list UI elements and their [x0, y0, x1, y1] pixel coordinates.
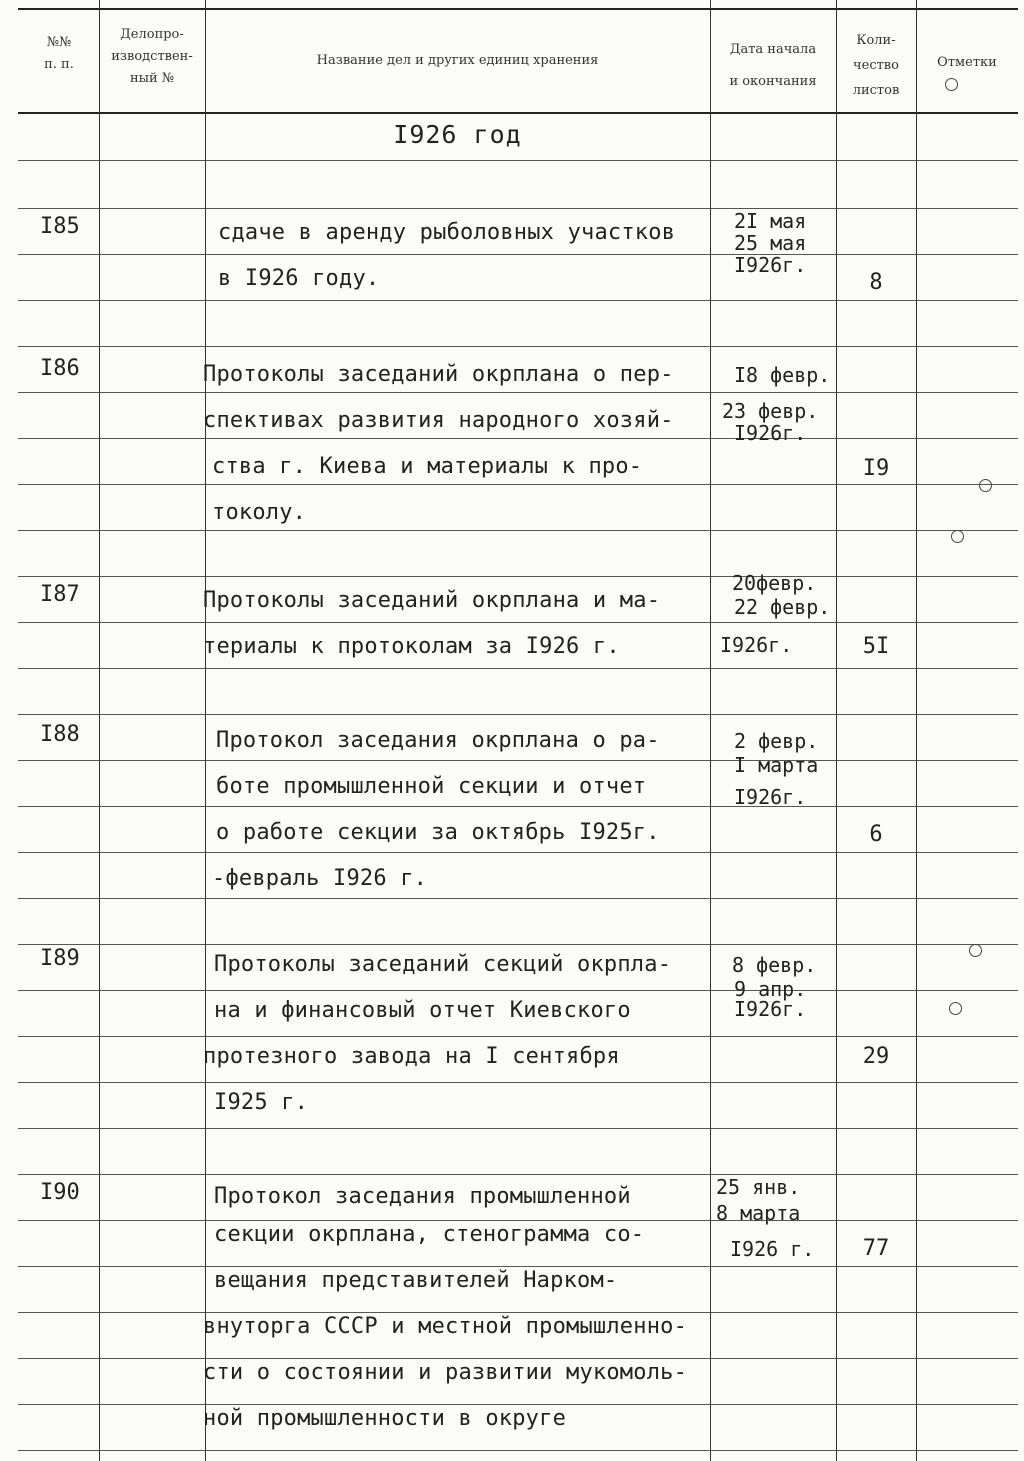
entry-date: I926г.	[720, 633, 793, 657]
entry-number: I89	[40, 946, 80, 971]
entry-title-line: сдаче в аренду рыболовных участков	[218, 220, 676, 245]
column-divider	[916, 0, 917, 1461]
column-divider	[205, 0, 206, 1461]
entry-date: 25 мая	[734, 231, 807, 255]
entry-title-line: внуторга СССР и местной промышленно-	[203, 1314, 688, 1339]
header-sheets: Коли- чество листов	[852, 33, 900, 98]
entry-sheets: I9	[862, 456, 890, 481]
entry-title-line: о работе секции за октябрь I925г.	[216, 820, 660, 845]
header-number: №№ п. п.	[44, 35, 74, 72]
entry-date: 8 марта	[716, 1201, 801, 1225]
entry-title-line: Протоколы заседаний окрплана о пер-	[203, 362, 674, 387]
entry-title-line: секции окрплана, стенограмма со-	[214, 1222, 645, 1247]
entry-date: I926г.	[734, 421, 807, 445]
column-divider	[710, 0, 711, 1461]
entry-date: 22 февр.	[734, 595, 831, 619]
header-title: Название дел и других единиц хранения	[316, 53, 599, 68]
entry-number: I85	[40, 214, 80, 239]
entry-title-line: на и финансовый отчет Киевского	[214, 998, 631, 1023]
column-divider	[99, 0, 100, 1461]
entry-date: I926г.	[734, 785, 807, 809]
entry-number: I88	[40, 722, 80, 747]
year-heading: I926 год	[393, 120, 522, 149]
entry-date: 2I мая	[734, 209, 807, 233]
entry-number: I90	[40, 1180, 80, 1205]
entry-date: I926г.	[734, 253, 807, 277]
entry-date: 25 янв.	[716, 1175, 801, 1199]
header-notes: Отметки	[937, 55, 997, 70]
entry-title-line: токолу.	[212, 500, 307, 525]
entry-sheets: 6	[869, 822, 883, 847]
entry-date: I926 г.	[730, 1237, 815, 1261]
entry-date: 8 февр.	[732, 953, 817, 977]
entry-title-line: Протокол заседания окрплана о ра-	[216, 728, 660, 753]
entry-title-line: Протокол заседания промышленной	[214, 1184, 631, 1209]
entry-sheets: 5I	[862, 634, 890, 659]
entry-date: 20февр.	[732, 571, 817, 595]
header-dates: Дата начала и окончания	[729, 42, 817, 89]
entry-number: I86	[40, 356, 80, 381]
entry-title-line: териалы к протоколам за I926 г.	[203, 634, 620, 659]
entry-title-line: I925 г.	[214, 1090, 309, 1115]
mark-circle-icon	[949, 1002, 962, 1015]
entry-title-line: в I926 году.	[218, 266, 380, 291]
entry-title-line: протезного завода на I сентября	[203, 1044, 620, 1069]
entry-title-line: ства г. Киева и материалы к про-	[212, 454, 643, 479]
entry-date: I926г.	[734, 997, 807, 1021]
entry-sheets: 77	[862, 1236, 890, 1261]
entry-date: 23 февр.	[722, 399, 819, 423]
entry-date: 2 февр.	[734, 729, 819, 753]
entry-date: I марта	[734, 753, 819, 777]
entry-date: 9 апр.	[734, 977, 807, 1001]
entry-title-line: -февраль I926 г.	[212, 866, 428, 891]
entry-sheets: 8	[869, 270, 883, 295]
entry-title-line: сти о состоянии и развитии мукомоль-	[203, 1360, 688, 1385]
entry-title-line: вещания представителей Нарком-	[214, 1268, 618, 1293]
mark-circle-icon	[945, 78, 958, 91]
mark-circle-icon	[979, 479, 992, 492]
entry-sheets: 29	[862, 1044, 890, 1069]
mark-circle-icon	[951, 530, 964, 543]
entry-date: I8 февр.	[734, 363, 831, 387]
entry-title-line: боте промышленной секции и отчет	[216, 774, 647, 799]
entry-title-line: Протоколы заседаний секций окрпла-	[214, 952, 672, 977]
mark-circle-icon	[969, 944, 982, 957]
header-office-number: Делопро- изводствен- ный №	[111, 27, 193, 86]
entry-title-line: ной промышленности в округе	[203, 1406, 567, 1431]
entry-title-line: спективах развития народного хозяй-	[203, 408, 674, 433]
entry-title-line: Протоколы заседаний окрплана и ма-	[203, 588, 661, 613]
entry-number: I87	[40, 582, 80, 607]
